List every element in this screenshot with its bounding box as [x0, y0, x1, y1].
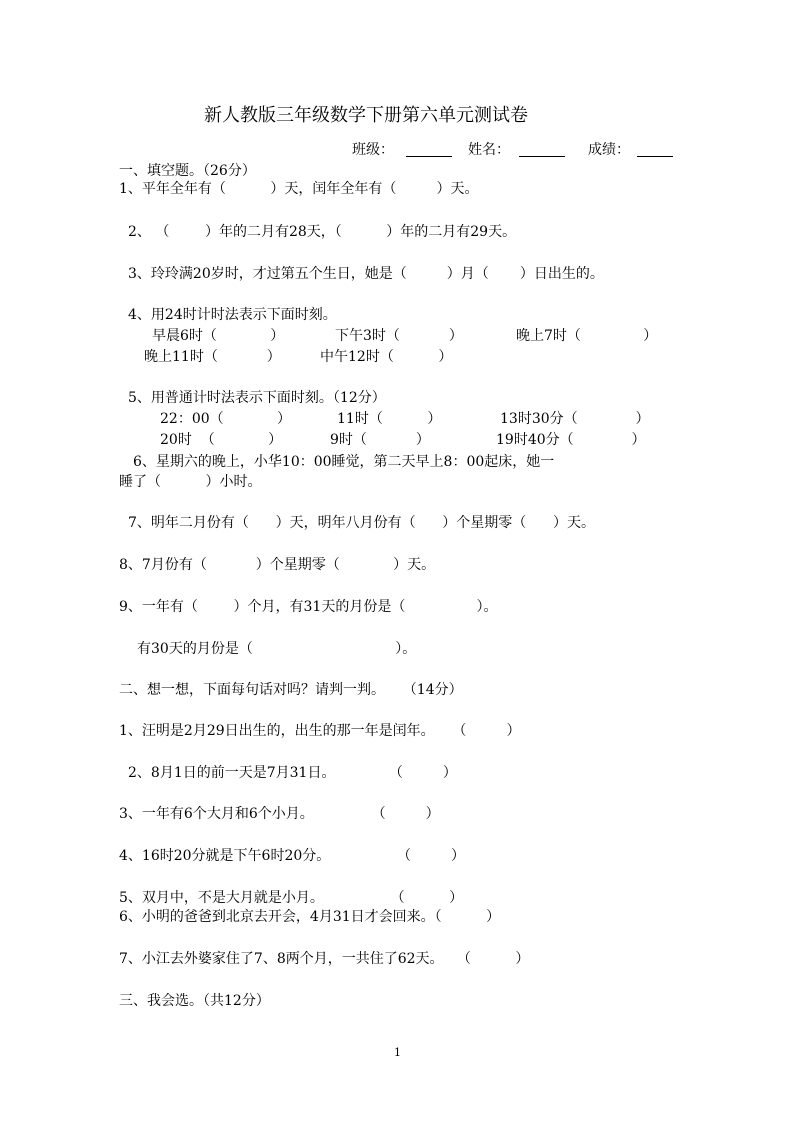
question-7: 7、明年二月份有（ ）天，明年八月份有（ ）个星期零（ ）天。 — [128, 515, 596, 531]
q5-20: 20时 （ ） — [160, 432, 283, 448]
class-label: 班级： — [352, 142, 394, 158]
score-label: 成绩： — [588, 142, 630, 158]
page-title: 新人教版三年级数学下册第六单元测试卷 — [204, 105, 528, 126]
question-8: 8、7月份有（ ）个星期零（ ）天。 — [119, 557, 436, 573]
q4-afternoon-3: 下午3时（ ） — [335, 328, 463, 344]
q5-1940: 19时40分（ ） — [496, 432, 646, 448]
question-2: 2、 （ ）年的二月有28天，（ ）年的二月有29天。 — [128, 224, 517, 240]
score-blank — [637, 142, 673, 157]
question-9b: 有30天的月份是（ ）。 — [137, 641, 417, 657]
q5-1330: 13时30分（ ） — [500, 411, 650, 427]
q5-11: 11时（ ） — [337, 411, 442, 427]
judge-item: 1、汪明是2月29日出生的，出生的那一年是闰年。 （ ） — [119, 723, 521, 739]
question-6-cont: 睡了（ ）小时。 — [119, 474, 262, 490]
judge-item: 4、16时20分就是下午6时20分。 （ ） — [119, 848, 466, 864]
section3-heading: 三、我会选。（共12分） — [119, 993, 270, 1009]
q5-9: 9时（ ） — [330, 432, 430, 448]
judge-item: 3、一年有6个大月和6个小月。 （ ） — [119, 806, 440, 822]
judge-item: 2、8月1日的前一天是7月31日。 （ ） — [128, 765, 457, 781]
question-4: 4、用24时计时法表示下面时刻。 — [128, 307, 337, 323]
question-6: 6、星期六的晚上，小华10：00睡觉，第二天早上8：00起床，她一 — [133, 454, 555, 470]
judge-item: 7、小江去外婆家住了7、8两个月，一共住了62天。 （ ） — [119, 951, 530, 967]
judge-item: 5、双月中，不是大月就是小月。 （ ） — [119, 890, 464, 906]
question-3: 3、玲玲满20岁时，才过第五个生日，她是（ ）月（ ）日出生的。 — [128, 266, 604, 282]
q4-noon-12: 中午12时（ ） — [320, 349, 453, 365]
name-blank — [519, 142, 565, 157]
class-blank — [406, 142, 452, 157]
question-1: 1、平年全年有（ ）天，闰年全年有（ ）天。 — [119, 181, 479, 197]
name-label: 姓名： — [468, 142, 510, 158]
question-5: 5、用普通计时法表示下面时刻。（12分） — [128, 390, 386, 406]
q4-evening-7: 晚上7时（ ） — [516, 328, 658, 344]
q4-night-11: 晚上11时（ ） — [144, 349, 281, 365]
judge-item: 6、小明的爸爸到北京去开会，4月31日才会回来。（ ） — [119, 909, 501, 925]
q5-2200: 22：00（ ） — [160, 411, 292, 427]
section2-heading: 二、想一想，下面每句话对吗？请判一判。 （14分） — [119, 682, 463, 698]
question-9: 9、一年有（ ）个月，有31天的月份是（ ）。 — [119, 599, 498, 615]
page-number: 1 — [394, 1046, 401, 1059]
section1-heading: 一、填空题。（26分） — [119, 163, 256, 179]
q4-morning-6: 早晨6时（ ） — [152, 328, 285, 344]
